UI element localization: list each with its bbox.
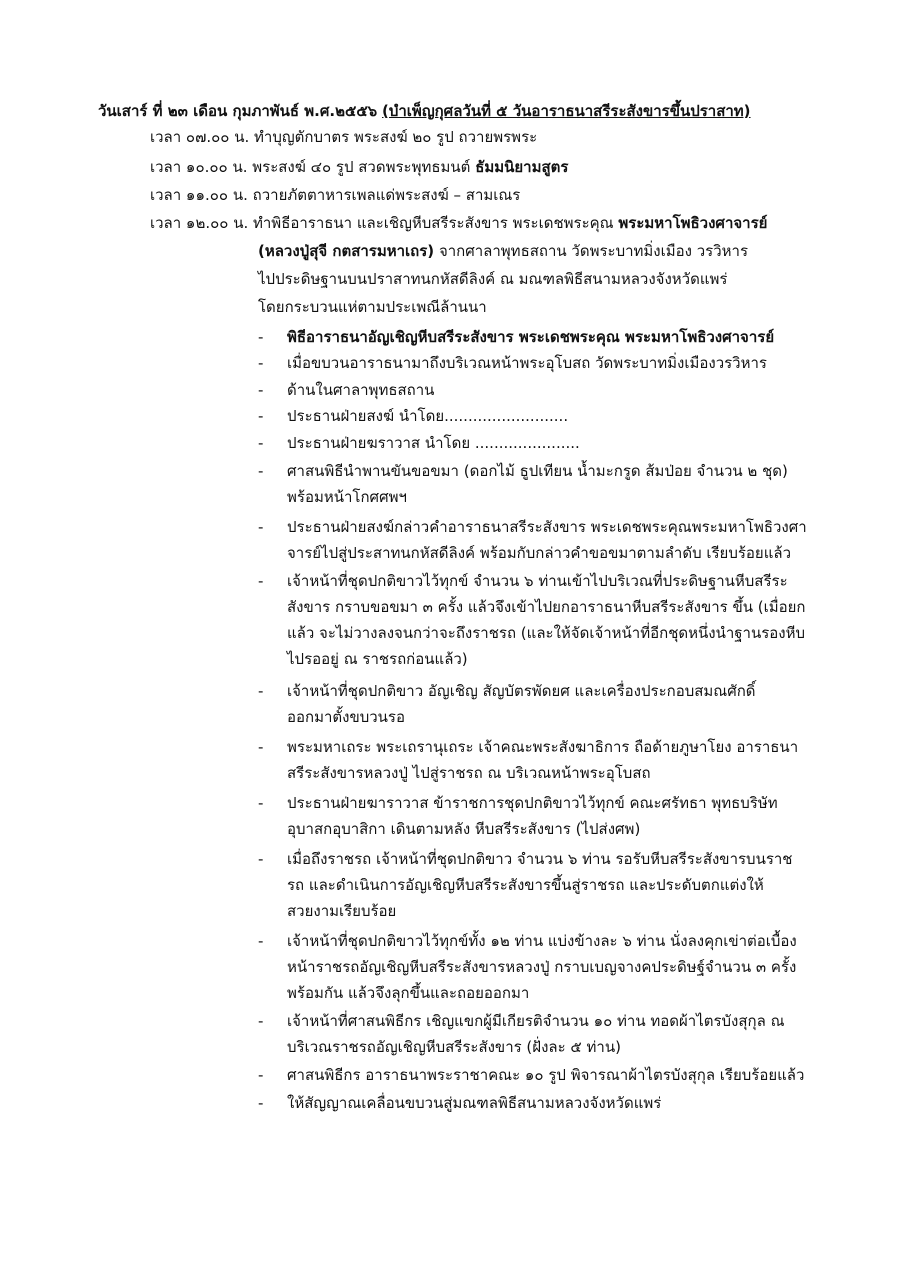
bullet-dash: -: [258, 328, 264, 346]
list-item-line: ศาสนพิธีนำพานขันขอขมา (ดอกไม้ ธูปเทียน น้ำมะกรูด ส้มป่อย จำนวน ๒ ชุด): [287, 462, 788, 480]
list-item-line: ด้านในศาลาพุทธสถาน: [287, 381, 435, 399]
list-item: [287, 377, 867, 403]
bullet-dash: -: [258, 434, 264, 452]
list-item-line: เจ้าหน้าที่ศาสนพิธีกร เชิญแขกผู้มีเกียรติจำนวน ๑๐ ท่าน ทอดผ้าไตรบังสุกุล ณ: [287, 1012, 785, 1030]
list-item-line: สรีระสังขารหลวงปู่ ไปสู่ราชรถ ณ บริเวณหน้าพระอุโบสถ: [287, 764, 651, 782]
continuation-text: จากศาลาพุทธสถาน วัดพระบาทมิ่งเมือง วรวิหาร: [438, 242, 748, 260]
bullet-dash: -: [258, 1066, 264, 1084]
heading-subtitle: (บำเพ็ญกุศลวันที่ ๕ วันอาราธนาสรีระสังขารขึ้นปราสาท): [382, 102, 751, 120]
list-item: [287, 568, 867, 672]
bullet-dash: -: [258, 381, 264, 399]
schedule-row: [150, 156, 870, 178]
list-item-line: จารย์ไปสู่ประสาทนกหัสดีลิงค์ พร้อมกับกล่าวคำขอขมาตามลำดับ เรียบร้อยแล้ว: [287, 544, 791, 562]
list-item: [287, 1090, 867, 1116]
list-item-line: พิธีอาราธนาอัญเชิญหีบสรีระสังขาร พระเดชพระคุณ พระมหาโพธิวงศาจารย์: [287, 328, 775, 346]
list-item-line: สังขาร กราบขอขมา ๓ ครั้ง แล้วจึงเข้าไปยกอาราธนาหีบสรีระสังขาร ขึ้น (เมื่อยก: [287, 598, 806, 616]
list-item-line: แล้ว จะไม่วางลงจนกว่าจะถึงราชรถ (และให้จัดเจ้าหน้าที่อีกชุดหนึ่งนำฐานรองหีบ: [287, 624, 806, 642]
schedule-text: ทำบุญตักบาตร พระสงฆ์ ๒๐ รูป ถวายพรพระ: [254, 128, 538, 146]
list-item-line: เจ้าหน้าที่ชุดปกติขาว อัญเชิญ สัญบัตรพัดยศ และเครื่องประกอบสมณศักดิ์: [287, 682, 756, 700]
list-item: [287, 846, 867, 924]
list-item: [287, 324, 867, 350]
list-item-line: เจ้าหน้าที่ชุดปกติขาวไว้ทุกข์ทั้ง ๑๒ ท่าน แบ่งข้างละ ๖ ท่าน นั่งลงคุกเข่าต่อเบื้อง: [287, 932, 797, 950]
schedule-time: เวลา ๑๐.๐๐ น.: [150, 158, 248, 176]
list-item: [287, 928, 867, 1006]
list-item: [287, 350, 867, 376]
monk-name: (หลวงปู่สุจี กตสารมหาเถร): [258, 242, 435, 260]
bullet-dash: -: [258, 738, 264, 756]
bullet-dash: -: [258, 794, 264, 812]
bullet-dash: -: [258, 682, 264, 700]
list-item: [287, 1062, 867, 1088]
bullet-dash: -: [258, 1094, 264, 1112]
bullet-dash: -: [258, 518, 264, 536]
schedule-time: เวลา ๑๒.๐๐ น.: [150, 214, 249, 232]
bullet-dash: -: [258, 354, 264, 372]
schedule-text: ทำพิธีอาราธนา และเชิญหีบสรีระสังขาร พระเดชพระคุณ: [253, 214, 614, 232]
bullet-dash: -: [258, 850, 264, 868]
list-item: [287, 678, 867, 730]
schedule-bold-text: ธัมมนิยามสูตร: [475, 158, 569, 176]
list-item-line: ประธานฝ่ายฆาราวาส ข้าราชการชุดปกติขาวไว้ทุกข์ คณะศรัทธา พุทธบริษัท: [287, 794, 778, 812]
list-item-line: พร้อมกัน แล้วจึงลุกขึ้นและถอยออกมา: [287, 984, 530, 1002]
bullet-dash: -: [258, 407, 264, 425]
list-item-line: หน้าราชรถอัญเชิญหีบสรีระสังขารหลวงปู่ กราบเบญจางคประดิษฐ์จำนวน ๓ ครั้ง: [287, 958, 797, 976]
list-item-line: พร้อมหน้าโกศศพฯ: [287, 488, 407, 506]
list-item: [287, 790, 867, 842]
heading-date: วันเสาร์ ที่ ๒๓ เดือน กุมภาพันธ์ พ.ศ.๒๕๕๖: [98, 102, 378, 120]
list-item-line: สวยงามเรียบร้อย: [287, 902, 397, 920]
list-item-line: เมื่อถึงราชรถ เจ้าหน้าที่ชุดปกติขาว จำนวน ๖ ท่าน รอรับหีบสรีระสังขารบนราช: [287, 850, 793, 868]
schedule-row: [150, 184, 870, 206]
bullet-dash: -: [258, 462, 264, 480]
schedule-text: ถวายภัตตาหารเพลแด่พระสงฆ์ – สามเณร: [252, 186, 521, 204]
noon-continuation-line: ไปประดิษฐานบนปราสาทนกหัสดีลิงค์ ณ มณฑลพิธีสนามหลวงจังหวัดแพร่: [258, 270, 728, 288]
schedule-text: พระสงฆ์ ๔๐ รูป สวดพระพุทธมนต์: [252, 158, 471, 176]
list-item-line: ประธานฝ่ายฆราวาส นำโดย ......................: [287, 434, 580, 452]
list-item-line: บริเวณราชรถอัญเชิญหีบสรีระสังขาร (ฝั่งละ ๕ ท่าน): [287, 1038, 621, 1056]
list-item: [287, 430, 867, 456]
list-item-line: ให้สัญญาณเคลื่อนขบวนสู่มณฑลพิธีสนามหลวงจังหวัดแพร่: [287, 1094, 662, 1112]
list-item-line: ประธานฝ่ายสงฆ์ นำโดย..........................: [287, 407, 569, 425]
schedule-bold-text: พระมหาโพธิวงศาจารย์: [618, 214, 768, 232]
list-item-line: รถ และดำเนินการอัญเชิญหีบสรีระสังขารขึ้นสู่ราชรถ และประดับตกแต่งให้: [287, 876, 764, 894]
noon-continuation-line: โดยกระบวนแห่ตามประเพณีล้านนา: [258, 298, 487, 316]
day-heading: [98, 100, 888, 122]
schedule-time: เวลา ๑๑.๐๐ น.: [150, 186, 248, 204]
bullet-dash: -: [258, 572, 264, 590]
schedule-time: เวลา ๐๗.๐๐ น.: [150, 128, 250, 146]
list-item-line: เจ้าหน้าที่ชุดปกติขาวไว้ทุกข์ จำนวน ๖ ท่านเข้าไปบริเวณที่ประดิษฐานหีบสรีระ: [287, 572, 788, 590]
schedule-row: [150, 126, 870, 148]
list-item-line: ประธานฝ่ายสงฆ์กล่าวคำอาราธนาสรีระสังขาร พระเดชพระคุณพระมหาโพธิวงศา: [287, 518, 807, 536]
list-item: [287, 1008, 867, 1060]
list-item-line: ศาสนพิธีกร อาราธนาพระราชาคณะ ๑๐ รูป พิจารณาผ้าไตรบังสุกุล เรียบร้อยแล้ว: [287, 1066, 805, 1084]
list-item: [287, 514, 867, 566]
bullet-dash: -: [258, 1012, 264, 1030]
list-item: [287, 403, 867, 429]
list-item: [287, 734, 867, 786]
list-item-line: ไปรออยู่ ณ ราชรถก่อนแล้ว): [287, 650, 468, 668]
list-item-line: พระมหาเถระ พระเถรานุเถระ เจ้าคณะพระสังฆาธิการ ถือด้ายภูษาโยง อาราธนา: [287, 738, 799, 756]
list-item-line: เมื่อขบวนอาราธนามาถึงบริเวณหน้าพระอุโบสถ วัดพระบาทมิ่งเมืองวรวิหาร: [287, 354, 767, 372]
list-item-line: อุบาสกอุบาสิกา เดินตามหลัง หีบสรีระสังขาร (ไปส่งศพ): [287, 820, 641, 838]
schedule-row: [150, 212, 870, 234]
bullet-dash: -: [258, 932, 264, 950]
list-item: [287, 458, 867, 510]
list-item-line: ออกมาตั้งขบวนรอ: [287, 708, 405, 726]
noon-continuation-line: [258, 240, 858, 262]
